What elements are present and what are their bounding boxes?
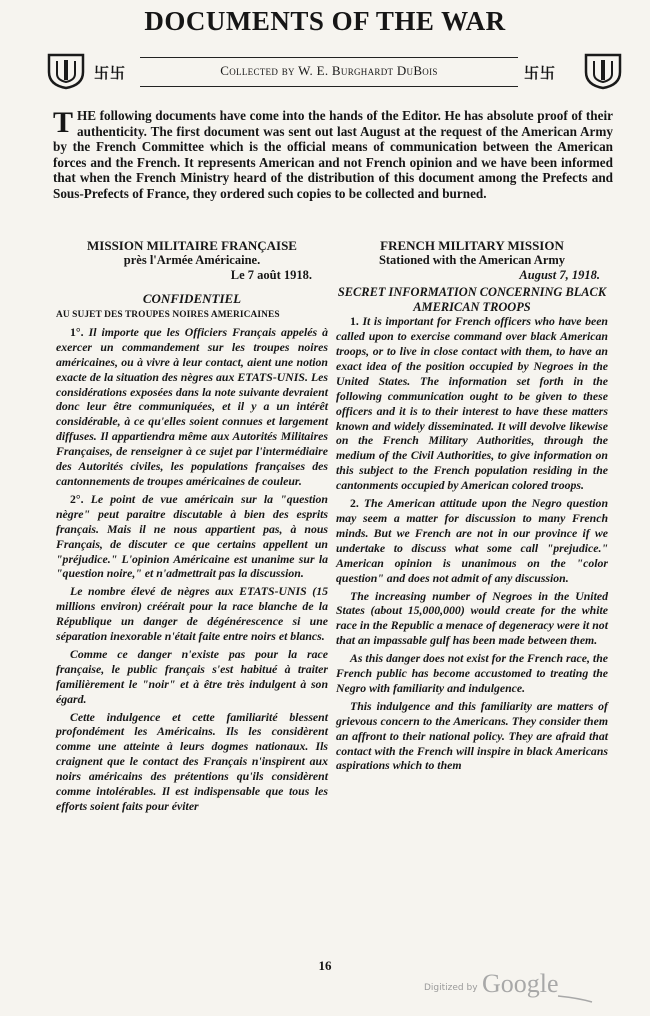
paragraph-text: Le nombre élevé de nègres aux ETATS-UNIS (15 millions environ) créérait pour la race blanche de la République un danger de dégénérescence si une séparation inexorable n'était faite entre noirs et blancs. [56,584,328,644]
english-subheading: Stationed with the American Army [378,253,566,267]
paragraph-text: This indulgence and this familiarity are matters of grievous concern to the Americans. They consider them an affront to their national policy. They are afraid that contact with the French will inspire in black Americans aspirations which to them [336,698,608,773]
drop-cap: T [53,106,74,139]
byline: Collected by W. E. Burghardt DuBois [220,63,438,78]
english-paragraph [336,589,608,649]
page-number: 16 [318,958,332,973]
shield-ornament-icon [583,52,623,90]
paragraph-text: Le point de vue américain sur la "question nègre" peut paraitre discutable à bien des esprits français. Mais il ne nous appartient pas, à nous Français, de discuter ce que certains appellent un "préjudice." L'opinion Américaine est unanime sur la "question noire," et n'admettrait pas la discussion. [56,491,328,581]
paragraph-number: 2. [350,496,359,511]
paragraph-text: The American attitude upon the Negro question may seem a matter for discussion to many French minds. But we French are not in our province if we undertake to discuss what some call "prejudice." American opinion is unanimous on the "color question" and does not admit of any discussion. [336,496,609,585]
english-paragraph [336,699,608,774]
english-paragraph [336,496,608,585]
google-logo-icon [478,966,598,1004]
digitized-by-label: Digitized by [424,983,478,993]
paragraph-text: The increasing number of Negroes in the United States (about 15,000,000) would create for the white race in the Republic a menace of degeneracy were it not that an impassable gulf has been made between them. [336,588,608,648]
intro-paragraph [53,108,613,202]
french-subheading: près l'Armée Américaine. [123,253,261,267]
english-paragraph [336,651,608,696]
french-paragraph [56,710,328,814]
paragraph-number: 1. [350,314,359,329]
shield-ornament-icon [46,52,86,90]
french-heading: MISSION MILITAIRE FRANÇAISE [87,238,297,253]
paragraph-number: 1°. [70,324,84,339]
ornament-glyphs-left: 卐卐 [94,66,127,82]
french-column [56,238,328,817]
intro-text: HE following documents have come into the hands of the Editor. He has absolute proof of their authenticity. The first document was sent out last August at the request of the American Army by the French Committee which is the official means of communication between the American forces and the French. It represents American and not French opinion and we have been informed that when the French Ministry heard of the distribution of this document among the Prefects and Sous-Prefects of France, they ordered such copies to be collected and burned. [53,108,613,201]
ornament-glyphs-right: 卐卐 [524,66,557,82]
french-paragraph [56,584,328,644]
paragraph-text: Comme ce danger n'existe pas pour la race française, le public français s'est habitué à traiter familièrement le "noir" et à être très indulgent à son égard. [56,646,328,706]
french-paragraph [56,492,328,581]
french-confidential-heading: CONFIDENTIEL [142,291,242,306]
english-secret-heading: SECRET INFORMATION CONCERNING BLACK AMERICAN TROOPS [337,285,607,314]
paragraph-text: As this danger does not exist for the French race, the French public has become accustomed to treating the Negro with familiarity and indulgence. [336,651,608,695]
paragraph-number: 2°. [70,491,84,506]
french-paragraph [56,325,328,489]
paragraph-text: It is important for French officers who have been called upon to exercise command over black American troops, or to live in close contact with them, to have an exact idea of the position occupied by Negroes in the United States. The information set forth in the following communication ought to be given to these officers and it is to their interest to have these matters known and widely disseminated. It will devolve likewise on the French Military Authorities, through the medium of the Civil Authorities, to give information on this subject to the French population residing in the cantonments occupied by American colored troops. [336,314,608,493]
header-rule-top [140,57,518,58]
header-rule-bottom [140,86,518,87]
english-date: August 7, 1918. [519,268,600,282]
english-column [336,238,608,776]
french-date: Le 7 août 1918. [230,268,312,282]
french-paragraph [56,647,328,707]
english-paragraph [336,314,608,493]
english-heading: FRENCH MILITARY MISSION [380,238,564,253]
page-title: DOCUMENTS OF THE WAR [144,6,506,36]
paragraph-text: Il importe que les Officiers Français appelés à exercer un commandement sur les troupes noires américaines, ou à vivre à leur contact, aient une notion exacte de la situation des nègres aux ETATS-UNIS. Les considérations exposées dans la note suivante devraient donc leur être communiquées, et il y a un intérêt considérable, à ce qu'elles soient connues et largement diffuses. Il appartiendra même aux Autorités Militaires Françaises, de renseigner à ce sujet par l'intermédiaire des Autorités civiles, les populations françaises des cantonnements de troupes américaines de couleur. [56,324,328,488]
paragraph-text: Cette indulgence et cette familiarité blessent profondément les Américains. Ils les considèrent comme une atteinte à leurs dogmes nationaux. Ils craignent que le contact des Français n'inspirent aux noirs américains des prétentions qu'ils considèrent comme intolérables. Il est indispensable que tous les efforts soient faits pour éviter [56,709,328,813]
french-topic: AU SUJET DES TROUPES NOIRES AMERICAINES [56,310,280,320]
google-wordmark: Google [482,969,559,998]
